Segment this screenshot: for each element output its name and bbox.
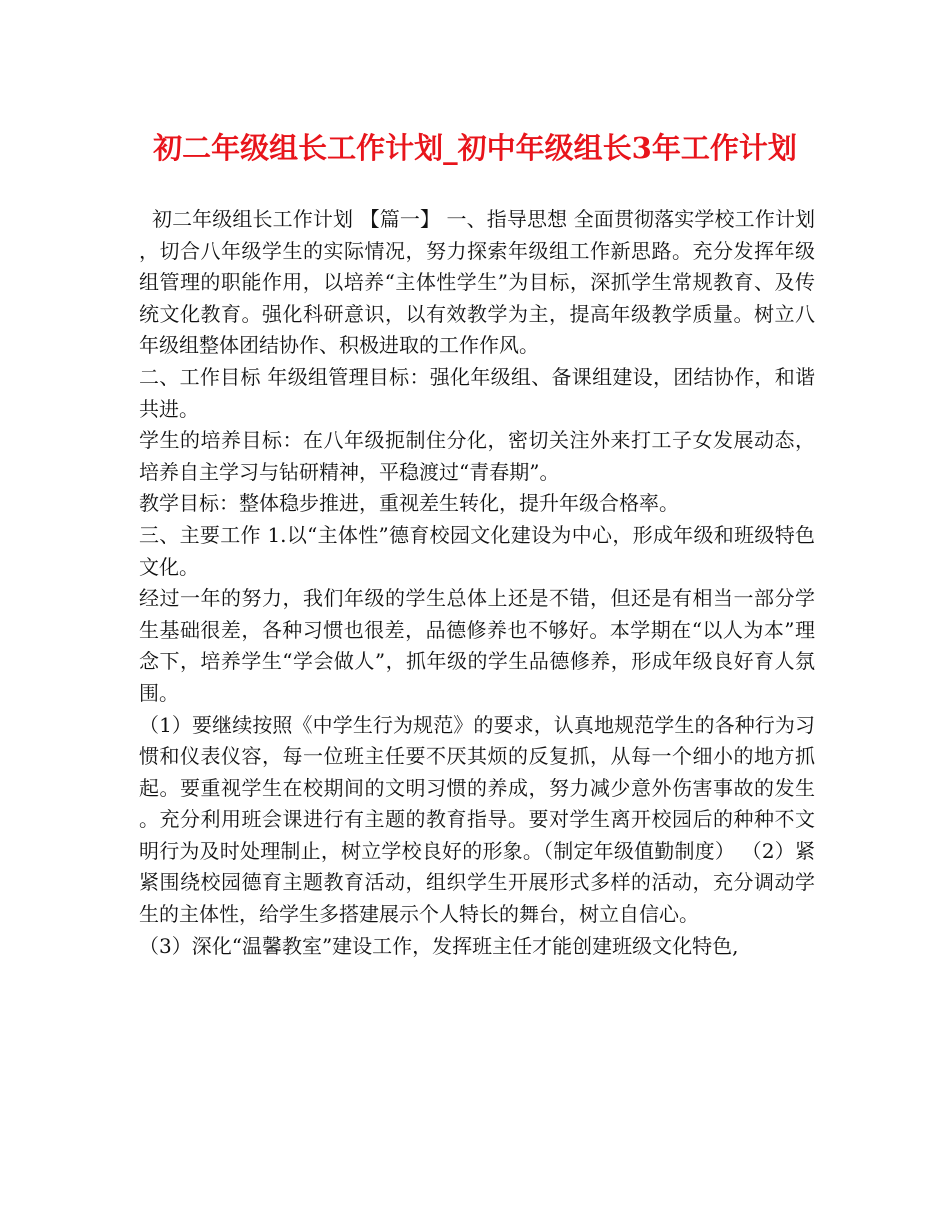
paragraph: 初二年级组长工作计划 【篇一】 一、指导思想 全面贯彻落实学校工作计划，切合八年级学生的实际情况，努力探索年级组工作新思路。充分发挥年级组管理的职能作用，以培养“主体性学生”为目标，深抓学生常规教育、及传统文化教育。强化科研意识，以有效教学为主，提高年级教学质量。树立八年级组整体团结协作、积极进取的工作作风。 — [139, 207, 815, 358]
paragraph: 二、工作目标 年级组管理目标：强化年级组、备课组建设，团结协作，和谐共进。 — [139, 364, 815, 421]
paragraph: 经过一年的努力，我们年级的学生总体上还是不错，但还是有相当一部分学生基础很差，各种习惯也很差，品德修养也不够好。本学期在“以人为本”理念下，培养学生“学会做人”，抓年级的学生品德修养，形成年级良好育人氛围。 — [139, 586, 815, 705]
document-body — [139, 204, 815, 962]
paragraph: （3）深化“温馨教室”建设工作，发挥班主任才能创建班级文化特色, — [139, 933, 739, 958]
paragraph: （1）要继续按照《中学生行为规范》的要求，认真地规范学生的各种行为习惯和仪表仪容，每一位班主任要不厌其烦的反复抓，从每一个细小的地方抓起。要重视学生在校期间的文明习惯的养成，努力减少意外伤害事故的发生。充分利用班会课进行有主题的教育指导。要对学生离开校园后的种种不文明行为及时处理制止，树立学校良好的形象。（制定年级值勤制度） （2）紧紧围绕校园德育主题教育活动，组织学生开展形式多样的活动，充分调动学生的主体性，给学生多搭建展示个人特长的舞台，树立自信心。 — [139, 712, 815, 927]
document-title: 初二年级组长工作计划_初中年级组长3年工作计划 — [153, 131, 797, 165]
paragraph: 三、主要工作 1.以“主体性”德育校园文化建设为中心，形成年级和班级特色文化。 — [139, 522, 815, 579]
paragraph: 学生的培养目标：在八年级扼制住分化，密切关注外来打工子女发展动态，培养自主学习与钻研精神，平稳渡过“青春期”。 — [139, 428, 815, 484]
paragraph: 教学目标：整体稳步推进，重视差生转化，提升年级合格率。 — [139, 491, 679, 516]
